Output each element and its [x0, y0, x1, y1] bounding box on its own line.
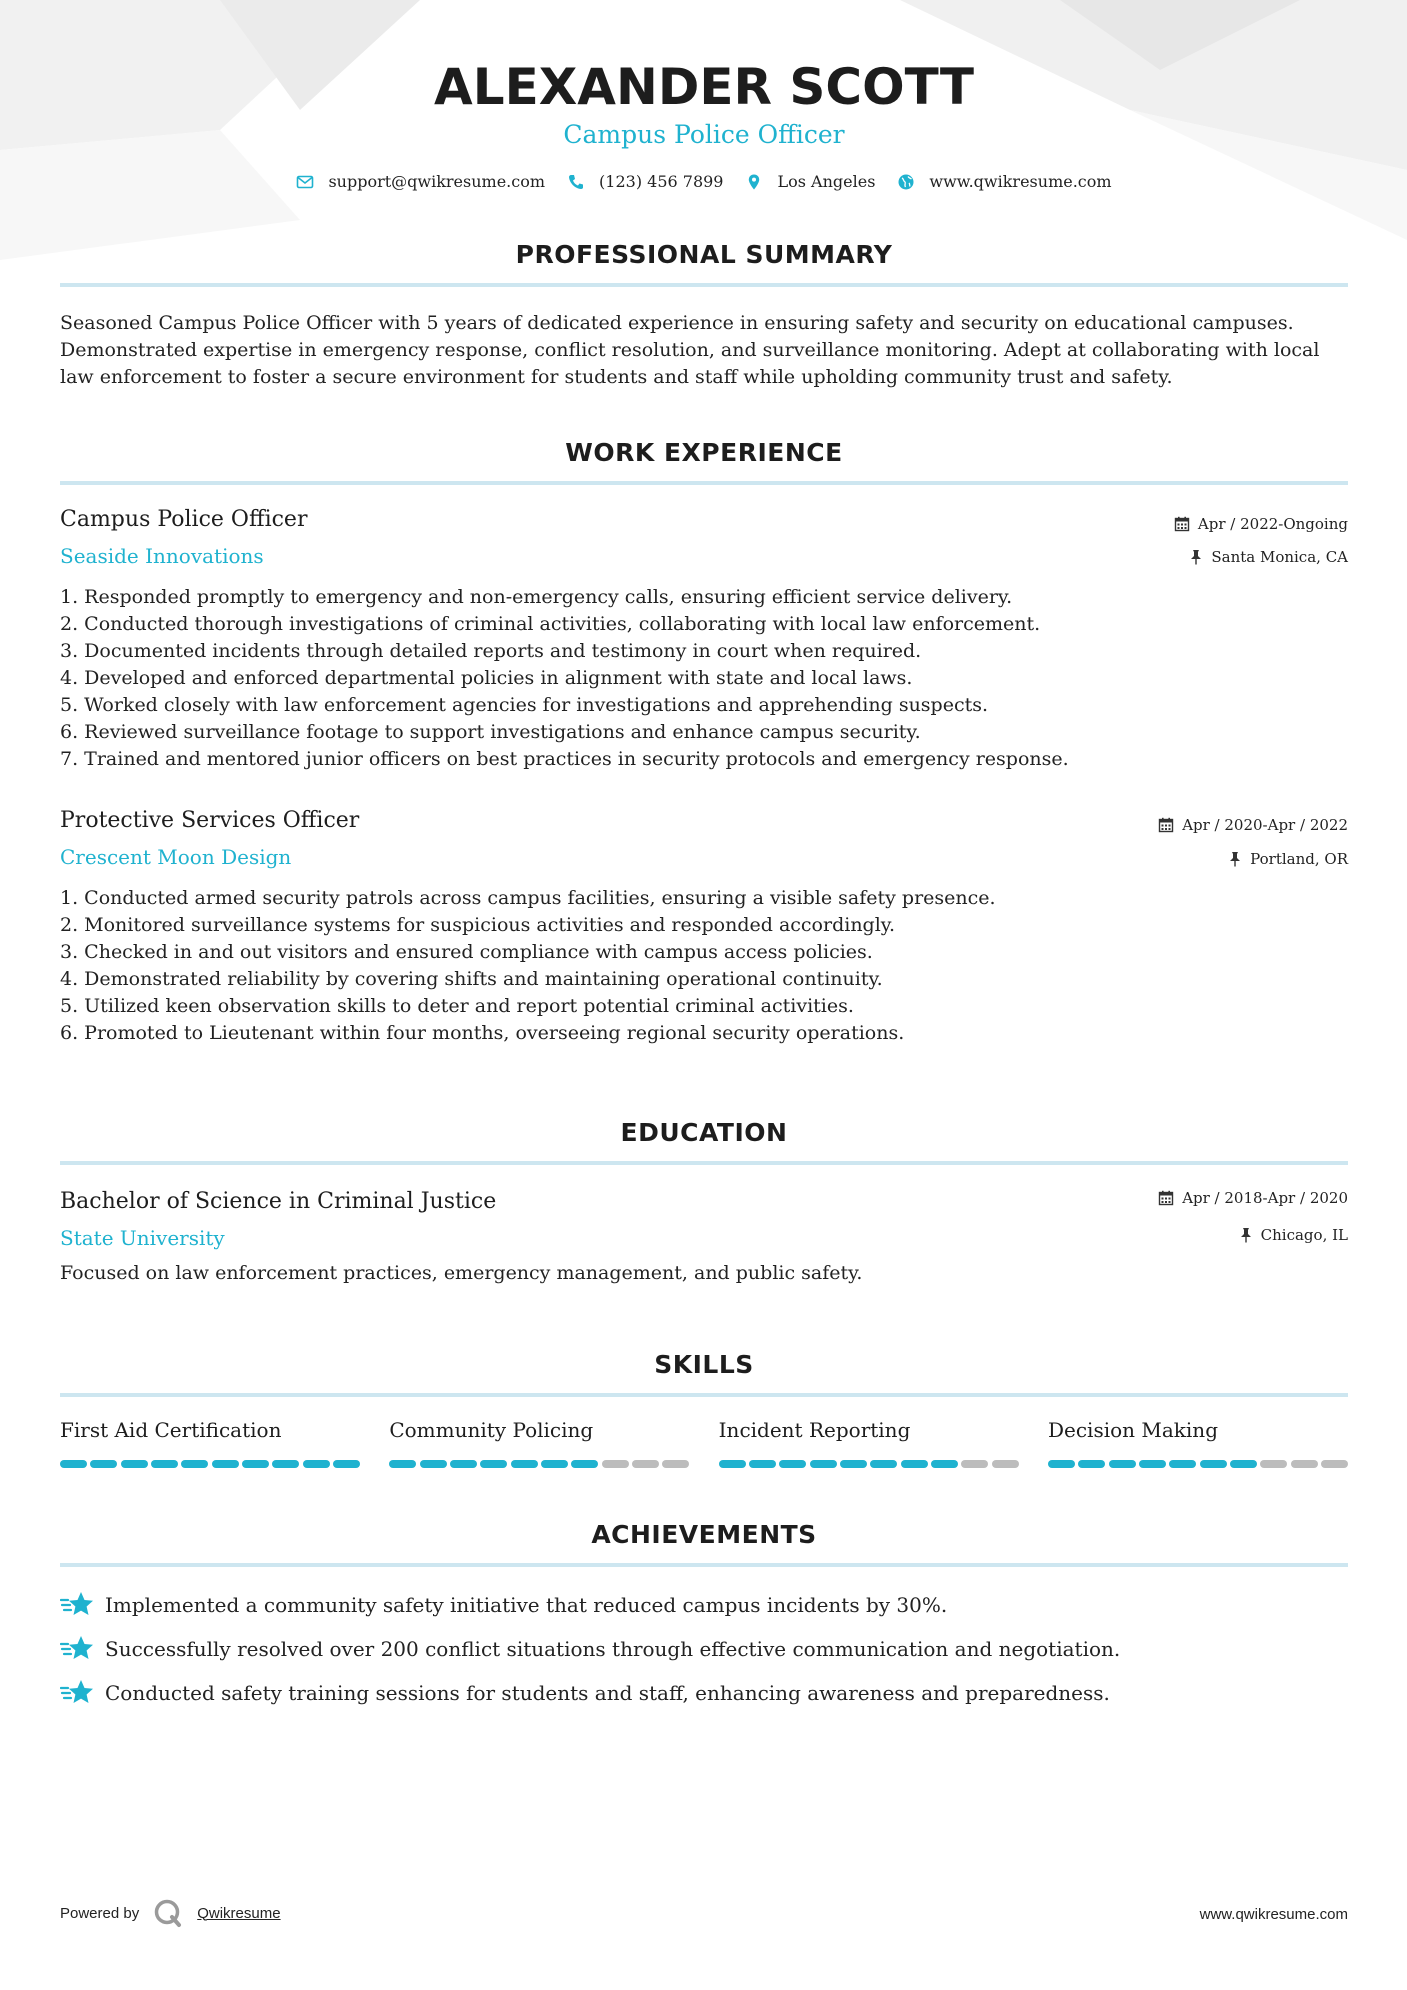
skill-name: Community Policing	[389, 1418, 594, 1442]
education-location	[1239, 1226, 1348, 1244]
skill-segment-filled	[1169, 1460, 1196, 1468]
skill-segment-empty	[961, 1460, 988, 1468]
education-dates	[1158, 1189, 1348, 1207]
contact-location-text: Los Angeles	[777, 172, 876, 191]
shooting-star-icon	[60, 1678, 94, 1708]
calendar-icon	[1158, 817, 1174, 833]
skill-segment-filled	[480, 1460, 507, 1468]
candidate-title: Campus Police Officer	[563, 120, 845, 149]
qwikresume-logo-icon	[153, 1898, 183, 1928]
experience-heading: WORK EXPERIENCE	[565, 438, 843, 467]
list-item: 5. Worked closely with law enforcement agencies for investigations and apprehending suspects.	[60, 694, 989, 716]
skill-segment-filled	[870, 1460, 897, 1468]
skill-segment-empty	[992, 1460, 1019, 1468]
contact-phone[interactable]	[567, 172, 723, 191]
school-name: State University	[60, 1226, 225, 1250]
skill-segment-filled	[121, 1460, 148, 1468]
job-location-text: Portland, OR	[1250, 850, 1348, 868]
skill-segment-filled	[181, 1460, 208, 1468]
qwikresume-link[interactable]: Qwikresume	[197, 1904, 281, 1922]
job-dates	[1158, 816, 1348, 834]
education-location-text: Chicago, IL	[1260, 1226, 1348, 1244]
skill-segment-filled	[333, 1460, 360, 1468]
skill-segment-filled	[90, 1460, 117, 1468]
skill-segment-empty	[1321, 1460, 1348, 1468]
skill-segment-empty	[632, 1460, 659, 1468]
list-item: 7. Trained and mentored junior officers on best practices in security protocols and emergency response.	[60, 748, 1069, 770]
skill-name: Decision Making	[1047, 1418, 1218, 1442]
skill-segment-filled	[420, 1460, 447, 1468]
list-item: 2. Monitored surveillance systems for suspicious activities and responded accordingly.	[60, 914, 896, 936]
achievement-item	[60, 1590, 1348, 1620]
list-item: 3. Checked in and out visitors and ensured compliance with campus access policies.	[60, 941, 873, 963]
education-description: Focused on law enforcement practices, emergency management, and public safety.	[60, 1262, 863, 1284]
skill-segment-filled	[810, 1460, 837, 1468]
job-location	[1228, 850, 1348, 868]
skill-level-bar	[389, 1460, 689, 1468]
skill-segment-filled	[719, 1460, 746, 1468]
skill-item	[60, 1418, 360, 1468]
skill-segment-filled	[749, 1460, 776, 1468]
achievement-text: Implemented a community safety initiative that reduced campus incidents by 30%.	[105, 1593, 948, 1617]
experience-divider	[60, 481, 1348, 485]
degree-title: Bachelor of Science in Criminal Justice	[60, 1189, 497, 1214]
skill-segment-filled	[60, 1460, 87, 1468]
skill-segment-filled	[931, 1460, 958, 1468]
skill-level-bar	[1048, 1460, 1348, 1468]
skill-segment-empty	[662, 1460, 689, 1468]
map-pin-icon	[745, 173, 763, 191]
job-bullets	[60, 584, 1348, 773]
list-item: 6. Reviewed surveillance footage to support investigations and enhance campus security.	[60, 721, 921, 743]
skill-segment-filled	[779, 1460, 806, 1468]
contact-bar	[60, 172, 1348, 191]
job-title: Protective Services Officer	[60, 808, 360, 833]
achievement-text: Conducted safety training sessions for students and staff, enhancing awareness and preparedness.	[105, 1681, 1110, 1705]
pushpin-icon	[1189, 549, 1203, 565]
skill-segment-filled	[212, 1460, 239, 1468]
job-dates	[1174, 515, 1348, 533]
skill-name: First Aid Certification	[60, 1418, 282, 1442]
job-location	[1189, 548, 1348, 566]
calendar-icon	[1174, 516, 1190, 532]
list-item: 1. Responded promptly to emergency and non-emergency calls, ensuring efficient service delivery.	[60, 586, 1013, 608]
contact-website-text: www.qwikresume.com	[929, 172, 1112, 191]
education-divider	[60, 1161, 1348, 1165]
skills-heading: SKILLS	[654, 1350, 754, 1379]
skill-segment-filled	[1230, 1460, 1257, 1468]
contact-website[interactable]	[897, 172, 1111, 191]
footer-website-link[interactable]: www.qwikresume.com	[1199, 1906, 1348, 1923]
skill-segment-filled	[151, 1460, 178, 1468]
skill-segment-filled	[242, 1460, 269, 1468]
skill-segment-filled	[272, 1460, 299, 1468]
list-item: 4. Developed and enforced departmental policies in alignment with state and local laws.	[60, 667, 913, 689]
job-bullets	[60, 885, 1348, 1047]
skill-segment-empty	[1260, 1460, 1287, 1468]
list-item: 6. Promoted to Lieutenant within four months, overseeing regional security operations.	[60, 1022, 905, 1044]
shooting-star-icon	[60, 1590, 94, 1620]
skill-segment-filled	[1078, 1460, 1105, 1468]
envelope-icon	[296, 173, 314, 191]
list-item: 1. Conducted armed security patrols across campus facilities, ensuring a visible safety presence.	[60, 887, 996, 909]
skill-segment-filled	[511, 1460, 538, 1468]
skill-segment-filled	[1048, 1460, 1075, 1468]
list-item: 4. Demonstrated reliability by covering shifts and maintaining operational continuity.	[60, 968, 883, 990]
pushpin-icon	[1228, 851, 1242, 867]
achievements-heading: ACHIEVEMENTS	[591, 1520, 817, 1549]
job-company: Crescent Moon Design	[60, 845, 292, 869]
summary-heading: PROFESSIONAL SUMMARY	[515, 240, 893, 269]
skill-level-bar	[60, 1460, 360, 1468]
list-item: 3. Documented incidents through detailed reports and testimony in court when required.	[60, 640, 922, 662]
skills-list	[60, 1418, 1348, 1468]
achievement-text: Successfully resolved over 200 conflict situations through effective communication and negotiation.	[105, 1637, 1121, 1661]
skill-segment-empty	[1291, 1460, 1318, 1468]
skill-item	[389, 1418, 689, 1468]
pushpin-icon	[1239, 1227, 1253, 1243]
list-item: 2. Conducted thorough investigations of criminal activities, collaborating with local law enforcement.	[60, 613, 1041, 635]
skill-segment-filled	[1200, 1460, 1227, 1468]
list-item: 5. Utilized keen observation skills to deter and report potential criminal activities.	[60, 995, 854, 1017]
powered-by-label: Powered by	[60, 1904, 140, 1922]
calendar-icon	[1158, 1190, 1174, 1206]
contact-email[interactable]	[296, 172, 545, 191]
contact-phone-text: (123) 456 7899	[599, 172, 724, 191]
skill-segment-filled	[450, 1460, 477, 1468]
skill-segment-filled	[901, 1460, 928, 1468]
contact-email-text: support@qwikresume.com	[328, 172, 546, 191]
contact-location	[745, 172, 875, 191]
skill-segment-empty	[602, 1460, 629, 1468]
summary-divider	[60, 283, 1348, 287]
phone-icon	[567, 173, 585, 191]
achievement-item	[60, 1678, 1348, 1708]
job-location-text: Santa Monica, CA	[1211, 548, 1348, 566]
footer-powered-by	[60, 1898, 281, 1928]
skill-segment-filled	[1109, 1460, 1136, 1468]
skill-level-bar	[719, 1460, 1019, 1468]
skill-segment-filled	[303, 1460, 330, 1468]
job-dates-text: Apr / 2020-Apr / 2022	[1182, 816, 1348, 834]
shooting-star-icon	[60, 1634, 94, 1664]
skill-segment-filled	[541, 1460, 568, 1468]
skill-segment-filled	[389, 1460, 416, 1468]
skill-segment-filled	[1139, 1460, 1166, 1468]
achievements-divider	[60, 1563, 1348, 1567]
skill-name: Incident Reporting	[718, 1418, 911, 1442]
job-company: Seaside Innovations	[60, 544, 264, 568]
skill-item	[719, 1418, 1019, 1468]
skills-divider	[60, 1393, 1348, 1397]
summary-text: Seasoned Campus Police Officer with 5 years of dedicated experience in ensuring safety and security on educational campuses. Demonstrated expertise in emergency response, conflict resolution, and surveillance monitoring. Adept at collaborating with local law enforcement to foster a secure environment for students and staff while upholding community trust and safety.	[60, 312, 1320, 388]
candidate-name: ALEXANDER SCOTT	[434, 58, 974, 116]
skill-segment-filled	[571, 1460, 598, 1468]
skill-item	[1048, 1418, 1348, 1468]
education-dates-text: Apr / 2018-Apr / 2020	[1182, 1189, 1348, 1207]
skill-segment-filled	[840, 1460, 867, 1468]
education-heading: EDUCATION	[620, 1118, 788, 1147]
globe-icon	[897, 173, 915, 191]
achievement-item	[60, 1634, 1348, 1664]
job-dates-text: Apr / 2022-Ongoing	[1197, 515, 1348, 533]
job-title: Campus Police Officer	[60, 507, 308, 532]
